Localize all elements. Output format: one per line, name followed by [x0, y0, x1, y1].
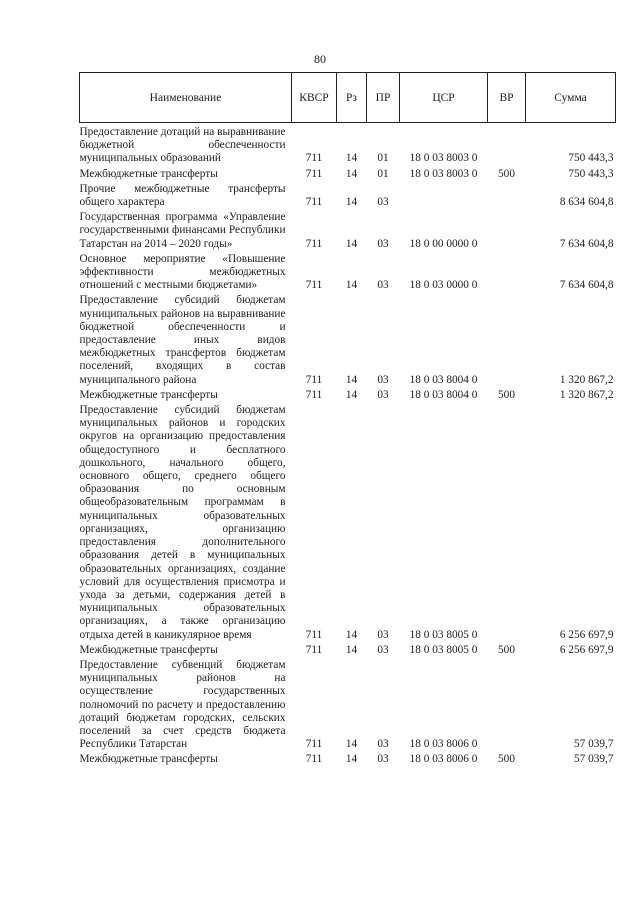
- row-vr: [488, 181, 526, 209]
- row-vr: [488, 402, 526, 642]
- row-csr: 18 0 03 8004 0: [409, 388, 478, 401]
- row-kvsr: 711: [305, 279, 323, 292]
- row-kvsr: 711: [305, 388, 323, 401]
- row-rz: 14: [345, 738, 358, 751]
- row-sum: 6 256 697,9: [559, 643, 614, 656]
- row-csr: 18 0 03 0000 0: [409, 279, 478, 292]
- row-pr: 01: [377, 167, 389, 180]
- header-kvsr: КВСР: [292, 73, 337, 123]
- row-kvsr: 711: [305, 152, 323, 165]
- header-pr: ПР: [367, 73, 400, 123]
- header-csr: ЦСР: [400, 73, 488, 123]
- row-csr: [400, 181, 488, 209]
- row-name: Предоставление субсидий бюджетам муниципальных районов и городских округов на организацию предоставления общедоступного и бесплатного дошкольного, начального общего, основного общего, среднего общего образования по основным общеобразовательным программам в муниципальных образовательных организациях, организацию предоставления дополнительного образования детей в муниципальных образовательных организациях, создание условий для осуществления присмотра и ухода за детьми, содержания детей в муниципальных образовательных организациях, а также организацию отдыха детей в каникулярное время: [79, 404, 286, 641]
- row-name: Прочие межбюджетные трансферты общего характера: [79, 182, 286, 209]
- row-rz: 14: [345, 196, 358, 209]
- row-kvsr: 711: [305, 628, 323, 641]
- table-row: [80, 251, 616, 293]
- row-rz: 14: [345, 152, 358, 165]
- row-vr: 500: [498, 388, 515, 401]
- row-sum: 7 634 604,8: [559, 279, 614, 292]
- table-header-row: [80, 73, 616, 123]
- row-vr: [488, 123, 526, 166]
- row-csr: 18 0 00 0000 0: [409, 237, 478, 250]
- row-sum: 57 039,7: [573, 753, 614, 766]
- row-pr: 01: [377, 152, 389, 165]
- row-rz: 14: [345, 167, 358, 180]
- table-row: [80, 387, 616, 402]
- row-name: Предоставление субсидий бюджетам муниципальных районов на выравнивание бюджетной обеспеченности и предоставление иных видов межбюджетных трансфертов бюджетам поселений, входящих в состав муниципального района: [79, 294, 286, 386]
- row-rz: 14: [345, 643, 358, 656]
- row-rz: 14: [345, 279, 358, 292]
- row-csr: 18 0 03 8004 0: [409, 373, 478, 386]
- row-pr: 03: [377, 279, 389, 292]
- row-kvsr: 711: [305, 753, 323, 766]
- row-rz: 14: [345, 753, 358, 766]
- page-number: 80: [314, 52, 326, 66]
- row-rz: 14: [345, 237, 358, 250]
- row-pr: 03: [377, 388, 389, 401]
- row-pr: 03: [377, 373, 389, 386]
- row-name: Предоставление субвенций бюджетам муниципальных районов на осуществление государственных полномочий по расчету и предоставлению дотаций бюджетам городских, сельских поселений за счет средств бюджета Республики Татарстан: [79, 658, 286, 751]
- row-pr: 03: [377, 196, 389, 209]
- table-row: [80, 642, 616, 657]
- header-sum: Сумма: [526, 73, 616, 123]
- row-pr: 03: [377, 237, 389, 250]
- row-sum: 7 634 604,8: [559, 237, 614, 250]
- row-kvsr: 711: [305, 373, 323, 386]
- row-name: Предоставление дотаций на выравнивание бюджетной обеспеченности муниципальных образований: [79, 126, 286, 165]
- row-csr: 18 0 03 8005 0: [409, 628, 478, 641]
- row-rz: 14: [345, 388, 358, 401]
- row-kvsr: 711: [305, 167, 323, 180]
- budget-table: [79, 72, 616, 767]
- row-name: Межбюджетные трансферты: [79, 167, 218, 180]
- table-row: [80, 292, 616, 386]
- row-csr: 18 0 03 8006 0: [409, 753, 478, 766]
- row-vr: [488, 292, 526, 386]
- row-vr: 500: [498, 753, 515, 766]
- table-row: [80, 209, 616, 251]
- row-rz: 14: [345, 628, 358, 641]
- header-rz: Рз: [337, 73, 367, 123]
- header-name: Наименование: [80, 73, 292, 123]
- row-kvsr: 711: [305, 237, 323, 250]
- row-pr: 03: [377, 753, 389, 766]
- table-row: [80, 123, 616, 166]
- row-rz: 14: [345, 373, 358, 386]
- row-name: Основное мероприятие «Повышение эффективности межбюджетных отношений с местными бюджетами»: [79, 252, 286, 292]
- row-pr: 03: [377, 628, 389, 641]
- row-kvsr: 711: [305, 738, 323, 751]
- row-csr: 18 0 03 8006 0: [409, 738, 478, 751]
- row-vr: [488, 251, 526, 293]
- row-kvsr: 711: [305, 196, 323, 209]
- row-csr: 18 0 03 8003 0: [409, 167, 478, 180]
- table-row: [80, 751, 616, 766]
- row-name: Межбюджетные трансферты: [79, 753, 218, 766]
- row-vr: [488, 657, 526, 751]
- row-sum: 6 256 697,9: [559, 628, 614, 641]
- row-vr: 500: [498, 643, 515, 656]
- row-name: Межбюджетные трансферты: [79, 643, 218, 656]
- row-sum: 750 443,3: [568, 167, 614, 180]
- row-sum: 750 443,3: [568, 152, 614, 165]
- table-row: [80, 181, 616, 209]
- header-vr: ВР: [488, 73, 526, 123]
- row-csr: 18 0 03 8003 0: [409, 152, 478, 165]
- row-name: Государственная программа «Управление государственными финансами Республики Татарстан на 2014 – 2020 годы»: [79, 211, 286, 250]
- row-pr: 03: [377, 643, 389, 656]
- table-row: [80, 402, 616, 642]
- table-row: [80, 657, 616, 751]
- row-sum: 1 320 867,2: [559, 373, 614, 386]
- row-sum: 8 634 604,8: [559, 196, 614, 209]
- row-vr: 500: [498, 167, 515, 180]
- row-sum: 57 039,7: [573, 738, 614, 751]
- row-csr: 18 0 03 8005 0: [409, 643, 478, 656]
- row-kvsr: 711: [305, 643, 323, 656]
- row-name: Межбюджетные трансферты: [79, 388, 218, 401]
- row-sum: 1 320 867,2: [559, 388, 614, 401]
- row-pr: 03: [377, 738, 389, 751]
- row-vr: [488, 209, 526, 251]
- table-row: [80, 166, 616, 181]
